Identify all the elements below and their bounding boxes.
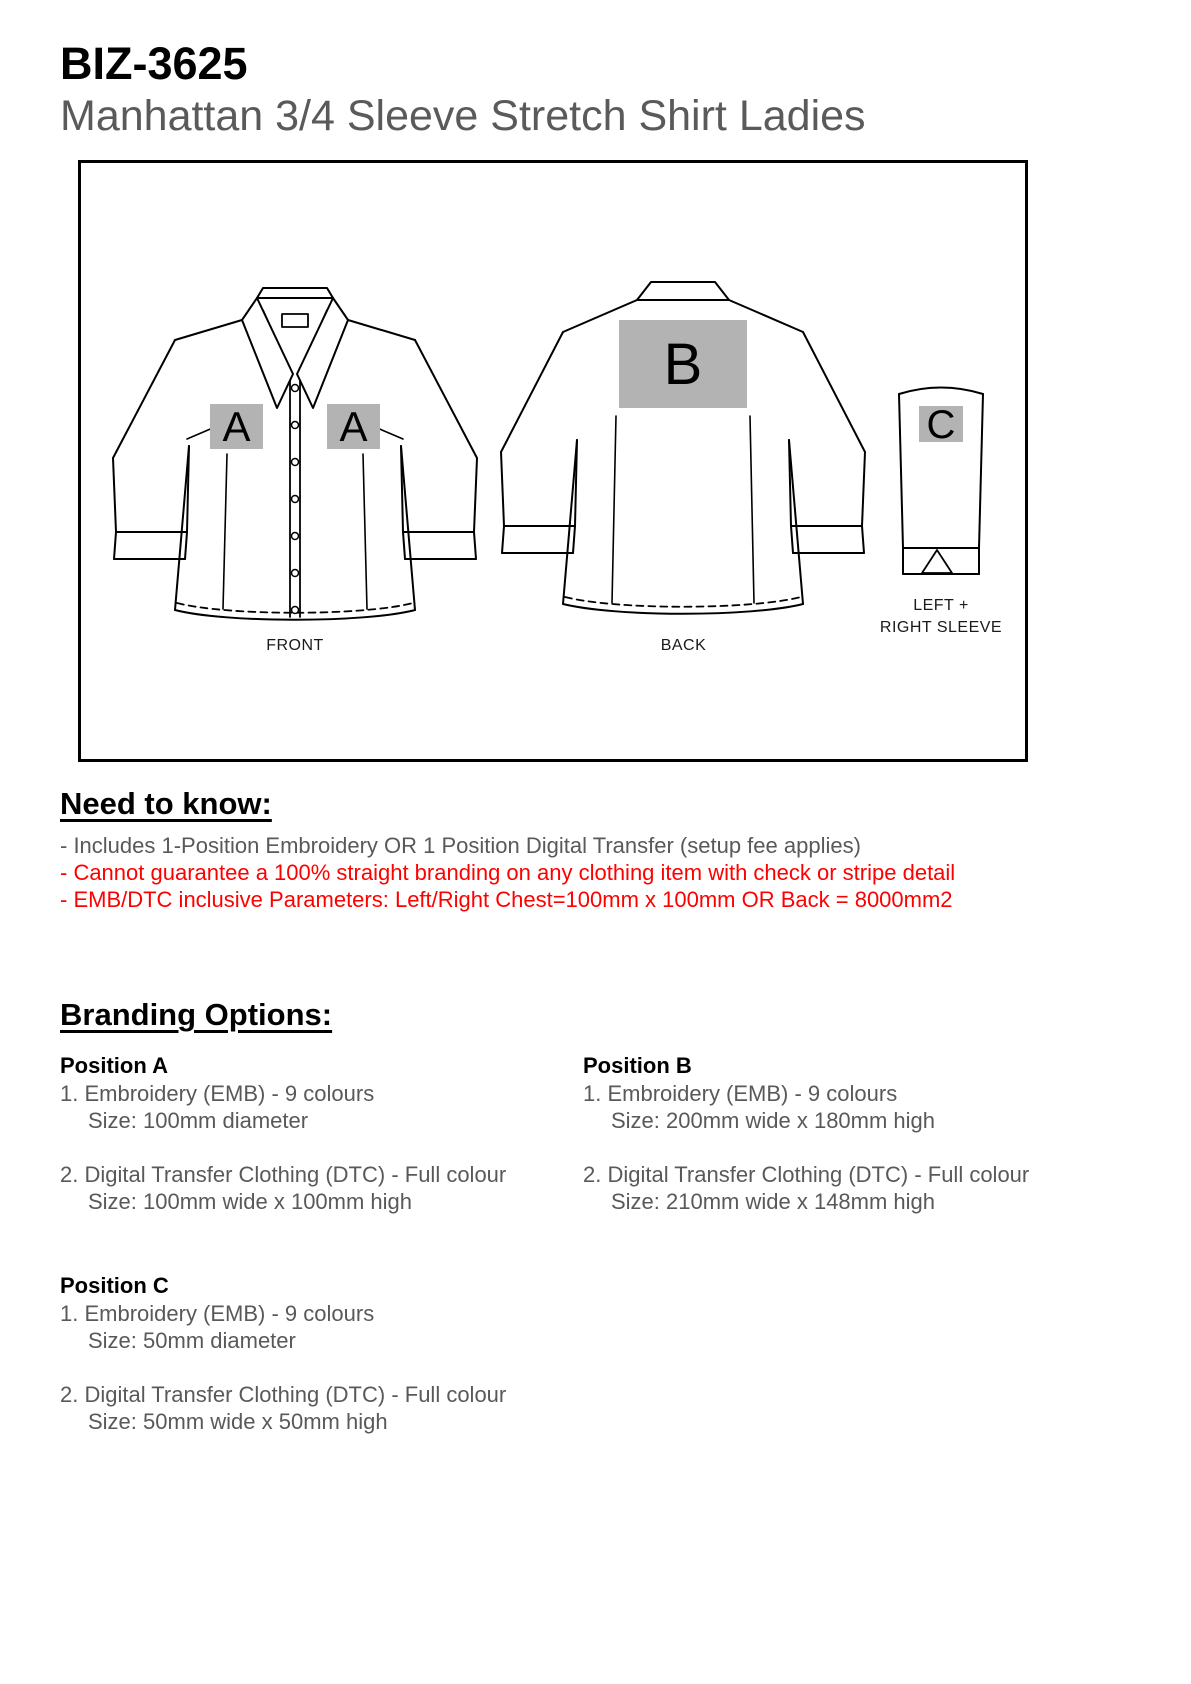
branding-options-heading: Branding Options: <box>60 997 333 1032</box>
position-c-title: Position C <box>60 1273 169 1298</box>
back-view-figure <box>491 274 876 655</box>
position-a-option-2-desc: 2. Digital Transfer Clothing (DTC) - Full colour <box>60 1162 507 1187</box>
position-a-option-2-size: Size: 100mm wide x 100mm high <box>88 1189 413 1214</box>
position-b-option-2-size: Size: 210mm wide x 148mm high <box>611 1189 936 1214</box>
position-b-option-1-desc: 1. Embroidery (EMB) - 9 colours <box>583 1081 898 1106</box>
need-to-know-item-1: - Includes 1-Position Embroidery OR 1 Position Digital Transfer (setup fee applies) <box>60 833 861 858</box>
branding-options-grid <box>60 1052 1140 1462</box>
position-b-option-1 <box>583 1080 1140 1134</box>
back-shirt-drawing <box>491 274 876 626</box>
position-a-letter-right: A <box>339 403 368 450</box>
position-a-option-2 <box>60 1161 583 1215</box>
position-a-block <box>60 1052 583 1242</box>
position-a-letter-left: A <box>222 403 251 450</box>
position-b-option-2 <box>583 1161 1140 1215</box>
position-b-block <box>583 1052 1140 1242</box>
position-c-option-1-desc: 1. Embroidery (EMB) - 9 colours <box>60 1301 375 1326</box>
position-c-option-2 <box>60 1381 583 1435</box>
product-code-title: BIZ-3625 <box>60 38 248 89</box>
position-c-option-1 <box>60 1300 583 1354</box>
position-c-option-2-size: Size: 50mm wide x 50mm high <box>88 1409 388 1434</box>
position-c-option-1-size: Size: 50mm diameter <box>88 1328 296 1353</box>
need-to-know-list <box>60 832 1140 913</box>
garment-diagram-frame <box>78 160 1028 762</box>
front-view-figure <box>105 278 485 655</box>
need-to-know-heading: Need to know: <box>60 786 272 821</box>
position-a-option-1 <box>60 1080 583 1134</box>
front-shirt-drawing <box>105 278 485 626</box>
sleeve-label-line1: LEFT + <box>913 597 969 614</box>
position-b-letter: B <box>663 332 703 397</box>
need-to-know-item-3: - EMB/DTC inclusive Parameters: Left/Right Chest=100mm x 100mm OR Back = 8000mm2 <box>60 887 953 912</box>
position-b-option-1-size: Size: 200mm wide x 180mm high <box>611 1108 936 1133</box>
position-b-title: Position B <box>583 1053 692 1078</box>
position-b-option-2-desc: 2. Digital Transfer Clothing (DTC) - Full colour <box>583 1162 1030 1187</box>
back-label: BACK <box>660 637 707 654</box>
position-c-block <box>60 1272 583 1462</box>
sleeve-label-line2: RIGHT SLEEVE <box>879 619 1003 636</box>
position-a-option-1-size: Size: 100mm diameter <box>88 1108 309 1133</box>
position-a-title: Position A <box>60 1053 168 1078</box>
front-label: FRONT <box>266 637 324 654</box>
position-c-option-2-desc: 2. Digital Transfer Clothing (DTC) - Full colour <box>60 1382 507 1407</box>
position-c-letter: C <box>926 403 956 447</box>
button-row <box>292 385 299 614</box>
need-to-know-item-2: - Cannot guarantee a 100% straight branding on any clothing item with check or stripe detail <box>60 860 956 885</box>
product-name-subtitle: Manhattan 3/4 Sleeve Stretch Shirt Ladies <box>60 92 866 140</box>
position-a-option-1-desc: 1. Embroidery (EMB) - 9 colours <box>60 1081 375 1106</box>
sleeve-view-figure <box>863 378 1019 637</box>
sleeve-drawing <box>894 378 988 593</box>
